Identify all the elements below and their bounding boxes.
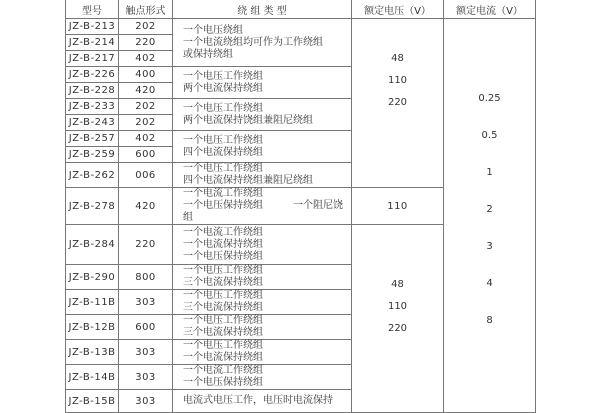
model-cell: JZ-B-12B [66, 315, 119, 340]
contact-cell: 202 [119, 99, 173, 115]
model-cell: JZ-B-13B [66, 340, 119, 365]
winding-cell [173, 390, 352, 413]
header-contact: 触点形式 [119, 0, 173, 19]
voltage-cell [352, 225, 444, 413]
winding-line: 四个电流保持绕组兼阻尼绕组 [183, 175, 313, 186]
current-value: 2 [486, 204, 493, 215]
contact-cell: 420 [119, 83, 173, 99]
current-value: 0.5 [481, 130, 498, 141]
model-cell: JZ-B-15B [66, 390, 119, 413]
voltage-value: 48 [391, 53, 404, 64]
winding-line: 一个电压工作绕组 [183, 163, 263, 174]
table-row [66, 19, 536, 35]
winding-cell [173, 163, 352, 188]
current-value: 4 [486, 278, 493, 289]
model-cell: JZ-B-213 [66, 19, 119, 35]
winding-line: 一个电压工作绕组 [183, 70, 263, 82]
contact-cell: 303 [119, 290, 173, 315]
winding-cell [173, 99, 352, 131]
winding-line: 一个电压工作绕组 [183, 102, 263, 114]
winding-line: 一个电压工作绕组 [183, 134, 263, 146]
model-cell: JZ-B-11B [66, 290, 119, 315]
winding-line: 一个电压工作绕组 [183, 340, 263, 351]
model-cell: JZ-B-290 [66, 265, 119, 290]
contact-cell: 220 [119, 35, 173, 51]
winding-line: 一个电流工作绕组 [183, 226, 263, 238]
model-cell: JZ-B-214 [66, 35, 119, 51]
voltage-value: 110 [387, 75, 408, 86]
model-cell: JZ-B-257 [66, 131, 119, 147]
current-value: 1 [486, 167, 493, 178]
model-cell: JZ-B-243 [66, 115, 119, 131]
winding-line: 两个电流保持饶组兼阻尼绕组 [183, 114, 313, 126]
model-cell: JZ-B-226 [66, 67, 119, 83]
winding-line: 一个电压工作绕组 [183, 290, 263, 301]
contact-cell: 420 [119, 188, 173, 225]
winding-line: 一个电流保持绕组 [183, 352, 263, 363]
contact-cell: 402 [119, 51, 173, 67]
model-cell: JZ-B-259 [66, 147, 119, 163]
winding-cell [173, 290, 352, 315]
current-cell [444, 19, 536, 413]
winding-line: 两个电流保持绕组 [183, 82, 263, 94]
winding-line: 三个电流保持绕组 [183, 302, 263, 313]
winding-cell [173, 67, 352, 99]
model-cell: JZ-B-262 [66, 163, 119, 188]
voltage-value: 220 [387, 323, 408, 334]
winding-cell [173, 225, 352, 265]
contact-cell: 202 [119, 115, 173, 131]
model-cell: JZ-B-284 [66, 225, 119, 265]
winding-line: 一个电流保持绕组 [183, 238, 263, 250]
winding-line: 一个阻尼饶组 [183, 200, 343, 223]
current-value: 0.25 [478, 93, 501, 104]
voltage-value: 220 [387, 97, 408, 108]
winding-cell [173, 131, 352, 163]
model-cell: JZ-B-278 [66, 188, 119, 225]
winding-line: 电流式电压工作，电压时电流保持 [183, 395, 333, 406]
winding-line: 一个电流工作绕组 [183, 188, 263, 199]
contact-cell: 303 [119, 340, 173, 365]
winding-line: 三个电流保持绕组 [183, 327, 263, 338]
voltage-cell [352, 19, 444, 188]
model-cell: JZ-B-233 [66, 99, 119, 115]
winding-cell [173, 365, 352, 390]
winding-line: 一个电流工作绕组 [183, 365, 263, 376]
header-voltage: 额定电压（V） [352, 0, 444, 19]
contact-cell: 600 [119, 315, 173, 340]
contact-cell: 800 [119, 265, 173, 290]
relay-spec-table [65, 0, 536, 413]
winding-cell [173, 188, 352, 225]
winding-line: 一个电压保持绕组 [183, 377, 263, 388]
winding-line: 一个电压工作绕组 [183, 265, 263, 276]
model-cell: JZ-B-14B [66, 365, 119, 390]
winding-line: 一个电压保持绕组 [183, 200, 263, 211]
model-cell: JZ-B-228 [66, 83, 119, 99]
contact-cell: 303 [119, 365, 173, 390]
winding-line: 一个电流绕组均可作为工作绕组 [183, 36, 323, 48]
contact-cell: 400 [119, 67, 173, 83]
header-winding: 绕 组 类 型 [173, 0, 352, 19]
winding-cell [173, 265, 352, 290]
contact-cell: 220 [119, 225, 173, 265]
voltage-value: 48 [391, 279, 404, 290]
header-model: 型号 [66, 0, 119, 19]
winding-line: 三个电流保持绕组 [183, 277, 263, 288]
contact-cell: 202 [119, 19, 173, 35]
model-cell: JZ-B-217 [66, 51, 119, 67]
contact-cell: 402 [119, 131, 173, 147]
contact-cell: 600 [119, 147, 173, 163]
winding-line: 一个电压绕组 [183, 24, 243, 36]
winding-cell [173, 340, 352, 365]
header-row [66, 0, 536, 19]
current-value: 3 [486, 241, 493, 252]
contact-cell: 006 [119, 163, 173, 188]
winding-cell [173, 315, 352, 340]
header-current: 额定电流（V） [444, 0, 536, 19]
voltage-value: 110 [387, 301, 408, 312]
voltage-cell: 110 [352, 188, 444, 225]
contact-cell: 303 [119, 390, 173, 413]
winding-line: 一个电压工作绕组 [183, 315, 263, 326]
winding-line: 四个电流保持绕组 [183, 146, 263, 158]
winding-line: 或保持绕组 [183, 48, 233, 60]
winding-cell [173, 19, 352, 67]
winding-line: 一个电压保持绕组 [183, 250, 263, 262]
current-value: 8 [486, 315, 493, 326]
